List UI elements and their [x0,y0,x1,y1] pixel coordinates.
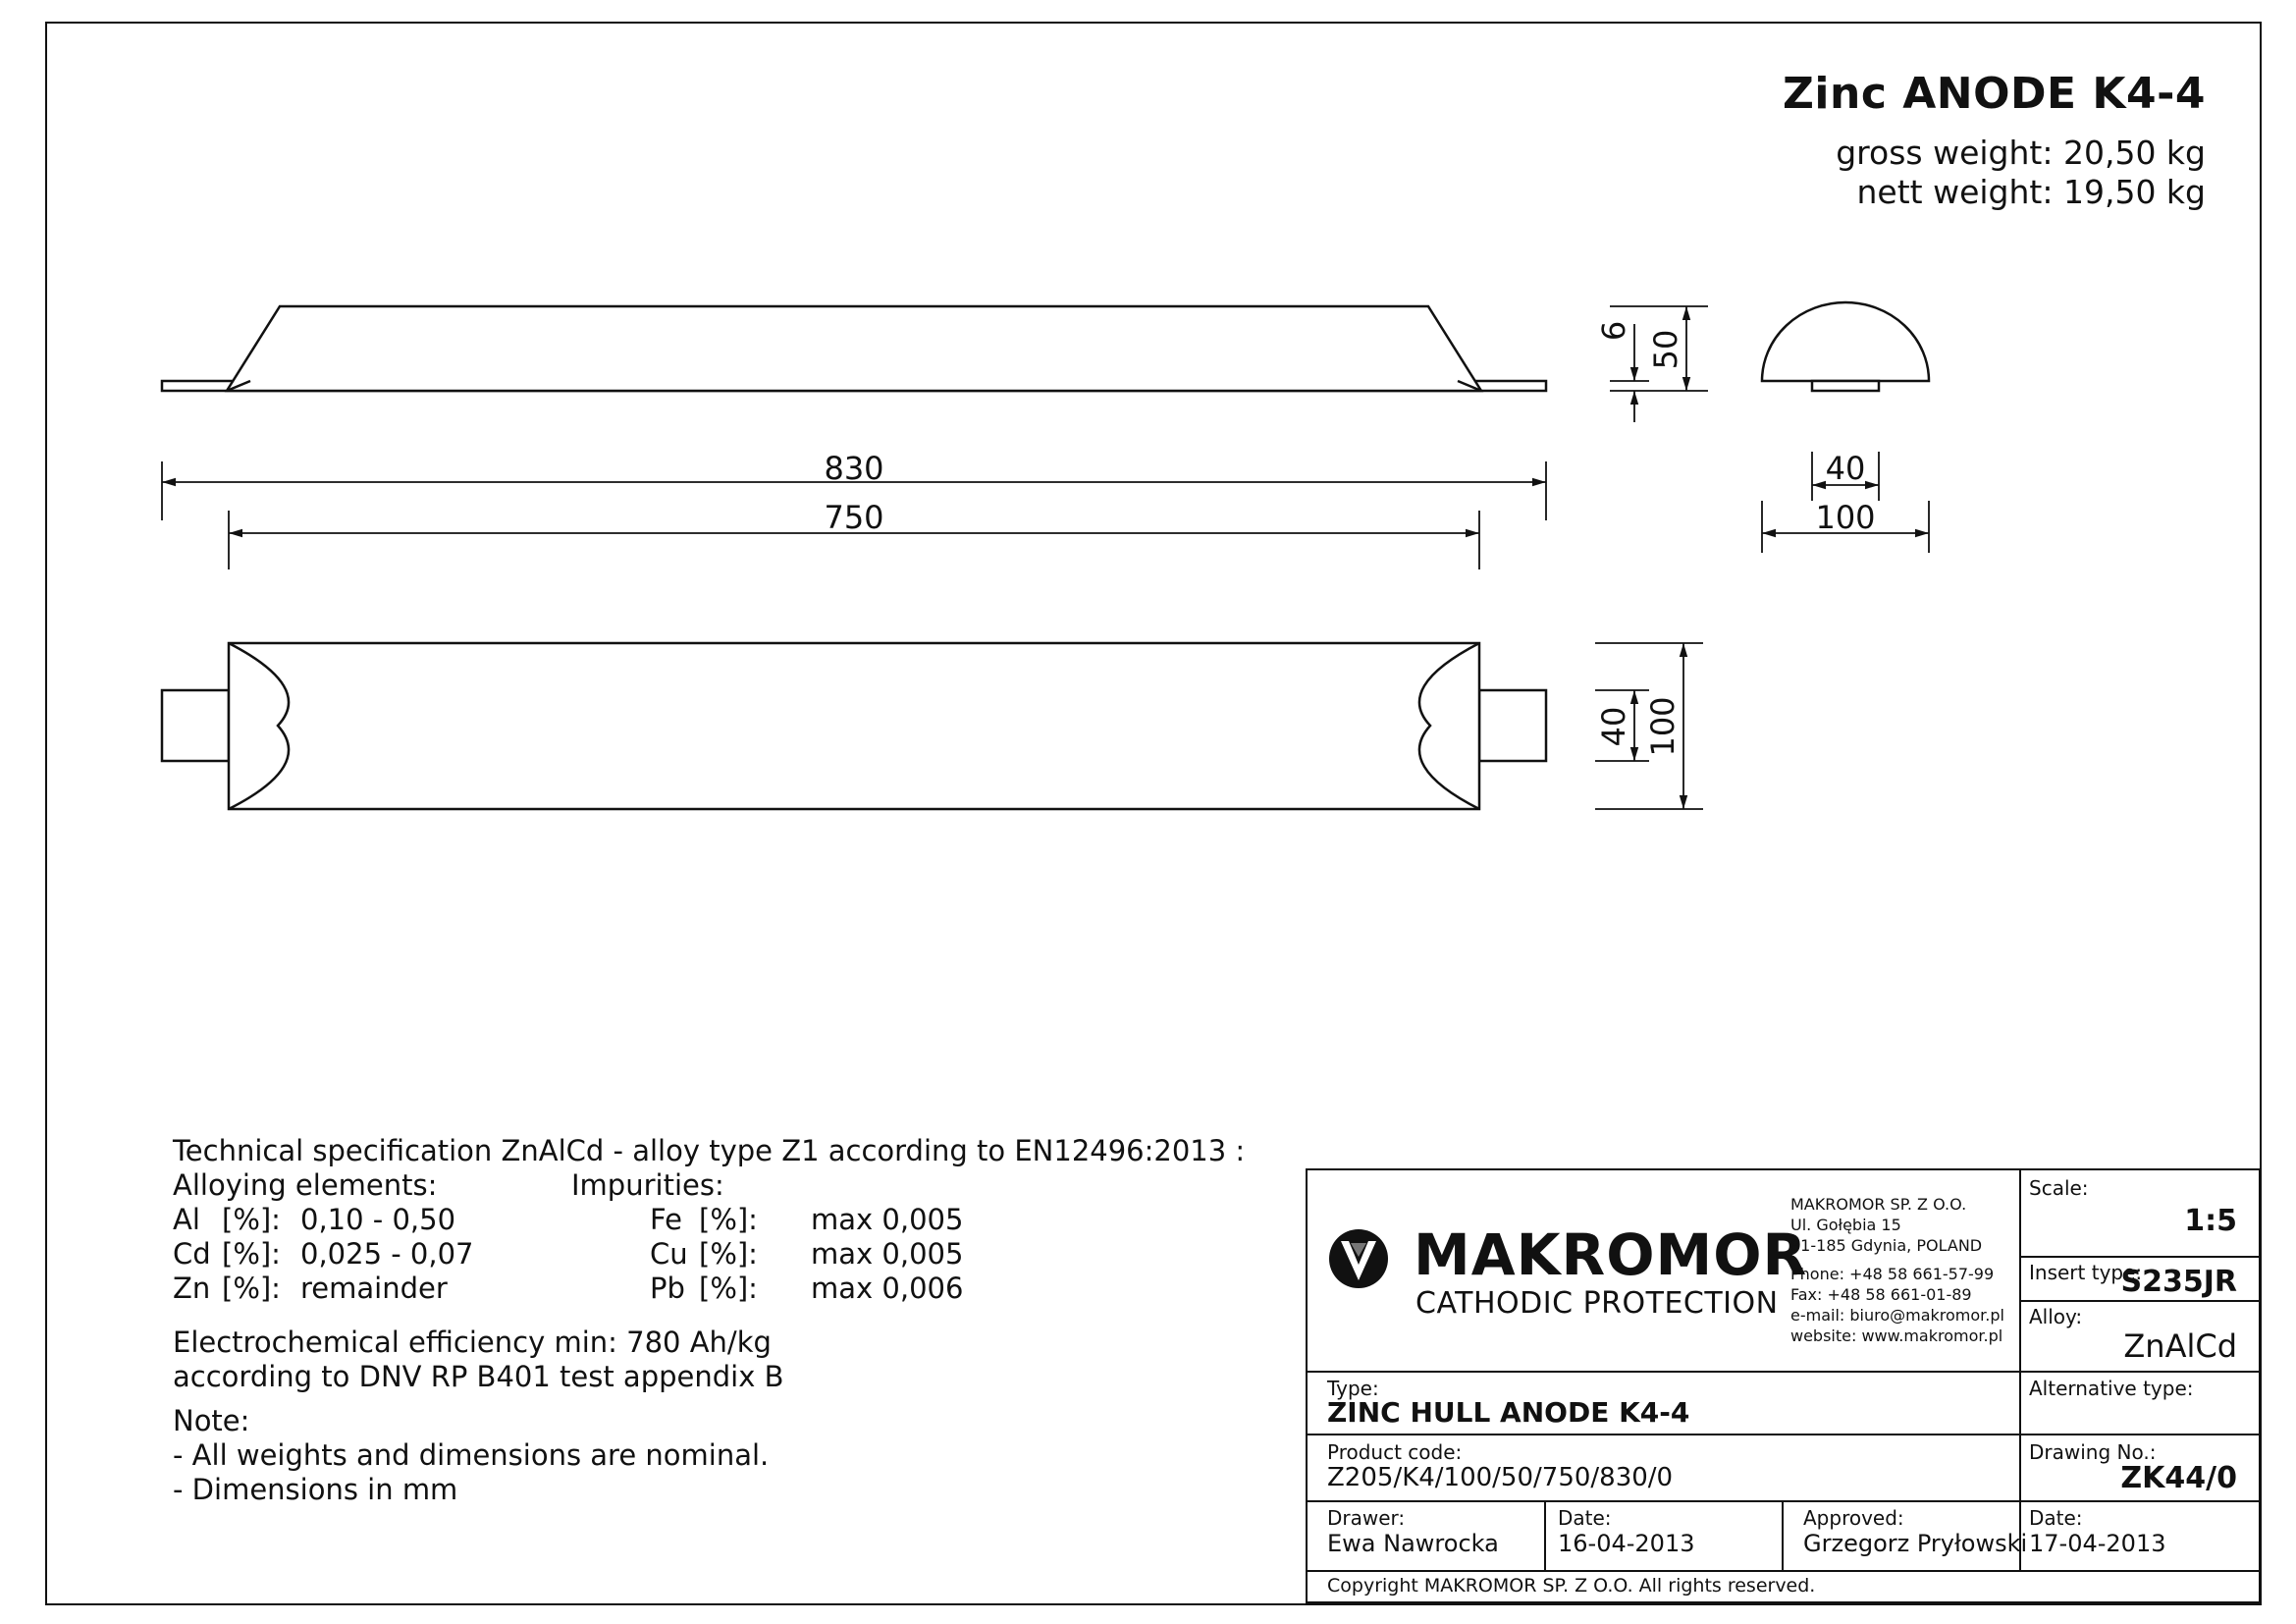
alloy-element: Al [173,1203,200,1236]
alloy-element: Zn [173,1272,211,1305]
drawing-title: Zinc ANODE K4-4 [1783,69,2206,119]
impurity-value: max 0,006 [811,1272,964,1305]
alloying-heading: Alloying elements: [173,1168,438,1202]
spec-row [173,1203,1245,1237]
alloy-value: 0,025 - 0,07 [300,1237,474,1271]
impurity-element: Cu [650,1237,688,1271]
drawing-no-value: ZK44/0 [2120,1461,2237,1495]
nett-weight-value: 19,50 kg [2062,173,2206,211]
alloy-unit: [%]: [222,1272,281,1305]
impurities-heading: Impurities: [571,1168,724,1202]
type-value: ZINC HULL ANODE K4-4 [1327,1396,1690,1429]
insert-type-value: S235JR [2120,1265,2237,1299]
drawing-no-label: Drawing No.: [2029,1440,2157,1464]
date-drawn-label: Date: [1558,1506,1612,1530]
spec-heading: Technical specification ZnAlCd - alloy type Z1 according to EN12496:2013 : [173,1134,1246,1167]
impurity-unit: [%]: [699,1203,758,1236]
dim-height: 50 [1647,329,1684,370]
plan-view [162,643,1546,809]
impurity-value: max 0,005 [811,1237,964,1271]
company-name: MAKROMOR [1414,1221,1808,1288]
impurity-unit: [%]: [699,1272,758,1305]
product-code-label: Product code: [1327,1440,1463,1464]
date-approved-value: 17-04-2013 [2029,1530,2166,1557]
approved-value: Grzegorz Pryłowski [1803,1530,2028,1557]
date-approved-label: Date: [2029,1506,2083,1530]
alloy-value: 0,10 - 0,50 [300,1203,456,1236]
note-heading: Note: [173,1404,250,1437]
date-drawn-value: 16-04-2013 [1558,1530,1695,1557]
technical-specification [173,1134,1245,1306]
alloy-unit: [%]: [222,1237,281,1271]
type-label: Type: [1327,1377,1379,1400]
makromor-logo-icon [1327,1227,1390,1290]
alloy-element: Cd [173,1237,211,1271]
end-view [1762,302,1929,391]
company-subtitle: CATHODIC PROTECTION [1415,1286,1779,1321]
scale-label: Scale: [2029,1176,2089,1200]
company-address: MAKROMOR SP. Z O.O. Ul. Gołębia 15 81-185 Gdynia, POLAND Phone: +48 58 661-57-99 Fax: +48 58 661-01-89 e-mail: biuro@makromor.pl website: www.makromor.pl [1790,1195,2004,1345]
dim-body-length: 750 [824,499,884,536]
alloy-value: remainder [300,1272,448,1305]
dim-width-plan: 100 [1644,696,1682,757]
alternative-type-label: Alternative type: [2029,1377,2194,1400]
note-line-2: - Dimensions in mm [173,1473,458,1506]
scale-value: 1:5 [2184,1204,2237,1238]
impurity-value: max 0,005 [811,1203,964,1236]
dim-insert-width-side: 40 [1825,450,1866,487]
dim-width-side: 100 [1815,499,1876,536]
alloy-value: ZnAlCd [2123,1327,2237,1365]
dim-overall-length: 830 [824,450,884,487]
title-block [1306,1168,2261,1603]
impurity-unit: [%]: [699,1237,758,1271]
alloy-unit: [%]: [222,1203,281,1236]
note-line-1: - All weights and dimensions are nominal. [173,1438,770,1472]
dim-insert-width-plan: 40 [1595,706,1632,747]
alloy-label: Alloy: [2029,1305,2083,1328]
efficiency-line-2: according to DNV RP B401 test appendix B [173,1360,784,1393]
spec-row [173,1272,1245,1306]
copyright-notice: Copyright MAKROMOR SP. Z O.O. All rights reserved. [1327,1575,1816,1597]
gross-weight-label: gross weight: [1836,134,2054,172]
impurity-element: Pb [650,1272,685,1305]
nett-weight-label: nett weight: [1856,173,2054,211]
insert-type-label: Insert type: [2029,1261,2143,1284]
efficiency-line-1: Electrochemical efficiency min: 780 Ah/kg [173,1326,772,1359]
approved-label: Approved: [1803,1506,1904,1530]
product-code-value: Z205/K4/100/50/750/830/0 [1327,1463,1674,1492]
drawer-label: Drawer: [1327,1506,1406,1530]
side-elevation-view [162,306,1546,391]
gross-weight-value: 20,50 kg [2062,134,2206,172]
spec-row [173,1237,1245,1272]
dim-flange-thickness: 6 [1595,320,1632,342]
impurity-element: Fe [650,1203,682,1236]
drawer-value: Ewa Nawrocka [1327,1530,1499,1557]
